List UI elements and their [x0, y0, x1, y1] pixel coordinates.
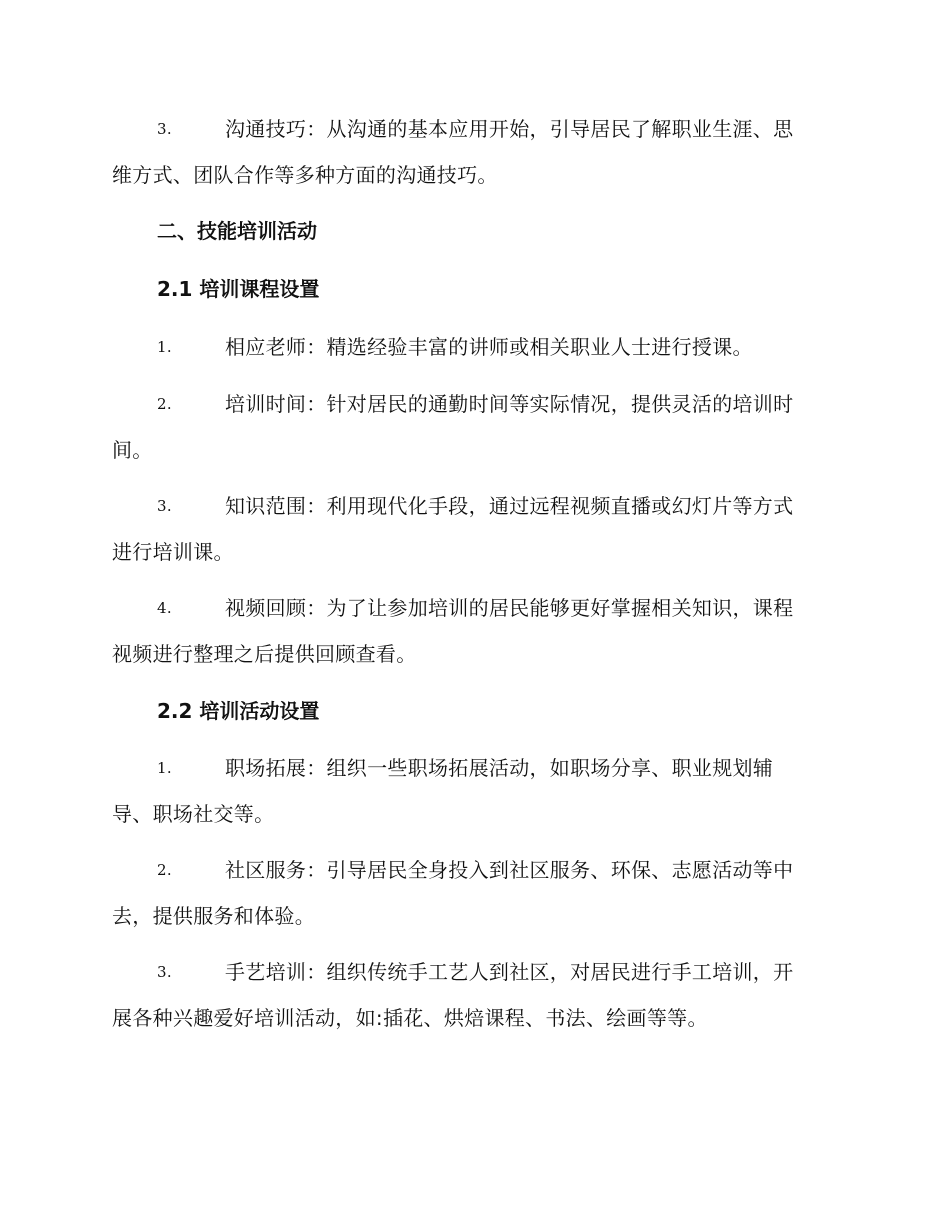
list-item-text-line1: 手艺培训：组织传统手工艺人到社区，对居民进行手工培训，开	[225, 960, 794, 984]
list-item-text-line2: 维方式、团队合作等多种方面的沟通技巧。	[112, 163, 498, 187]
list-item-text-line2: 视频进行整理之后提供回顾查看。	[112, 642, 417, 666]
list-number: 4.	[157, 599, 172, 617]
list-number: 3.	[157, 120, 172, 138]
list-item-text-line1: 相应老师：精选经验丰富的讲师或相关职业人士进行授课。	[225, 335, 753, 359]
list-number: 2.	[157, 395, 172, 413]
list-number: 3.	[157, 963, 172, 981]
list-item-text-line2: 去，提供服务和体验。	[112, 904, 315, 928]
list-item-text-line2: 间。	[112, 438, 153, 462]
list-item-text-line2: 展各种兴趣爱好培训活动，如:插花、烘焙课程、书法、绘画等等。	[112, 1006, 708, 1030]
list-number: 1.	[157, 338, 172, 356]
list-item-training-time	[112, 381, 836, 473]
section-heading: 二、技能培训活动	[157, 219, 317, 243]
list-item-text-line2: 进行培训课。	[112, 540, 234, 564]
list-number: 1.	[157, 759, 172, 777]
list-item-text-line1: 视频回顾：为了让参加培训的居民能够更好掌握相关知识，课程	[225, 596, 794, 620]
list-item-text-line1: 社区服务：引导居民全身投入到社区服务、环保、志愿活动等中	[225, 858, 794, 882]
list-item-text-line1: 沟通技巧：从沟通的基本应用开始，引导居民了解职业生涯、思	[225, 117, 794, 141]
list-item-text-line1: 职场拓展：组织一些职场拓展活动，如职场分享、职业规划辅	[225, 756, 774, 780]
list-item-text-line1: 培训时间：针对居民的通勤时间等实际情况，提供灵活的培训时	[225, 392, 794, 416]
subsection-heading-activity-setup: 2.2 培训活动设置	[157, 699, 320, 723]
list-item-text-line1: 知识范围：利用现代化手段，通过远程视频直播或幻灯片等方式	[225, 494, 794, 518]
list-number: 3.	[157, 497, 172, 515]
list-item-knowledge-scope	[112, 483, 836, 575]
list-number: 2.	[157, 861, 172, 879]
list-item-workplace-expansion	[112, 745, 836, 837]
list-item-video-review	[112, 585, 836, 677]
subsection-heading-course-setup: 2.1 培训课程设置	[157, 277, 320, 301]
list-item-craft-training	[112, 949, 836, 1041]
list-item-teachers	[112, 324, 836, 370]
list-item-communication-skills	[112, 106, 836, 198]
list-item-community-service	[112, 847, 836, 939]
list-item-text-line2: 导、职场社交等。	[112, 802, 275, 826]
